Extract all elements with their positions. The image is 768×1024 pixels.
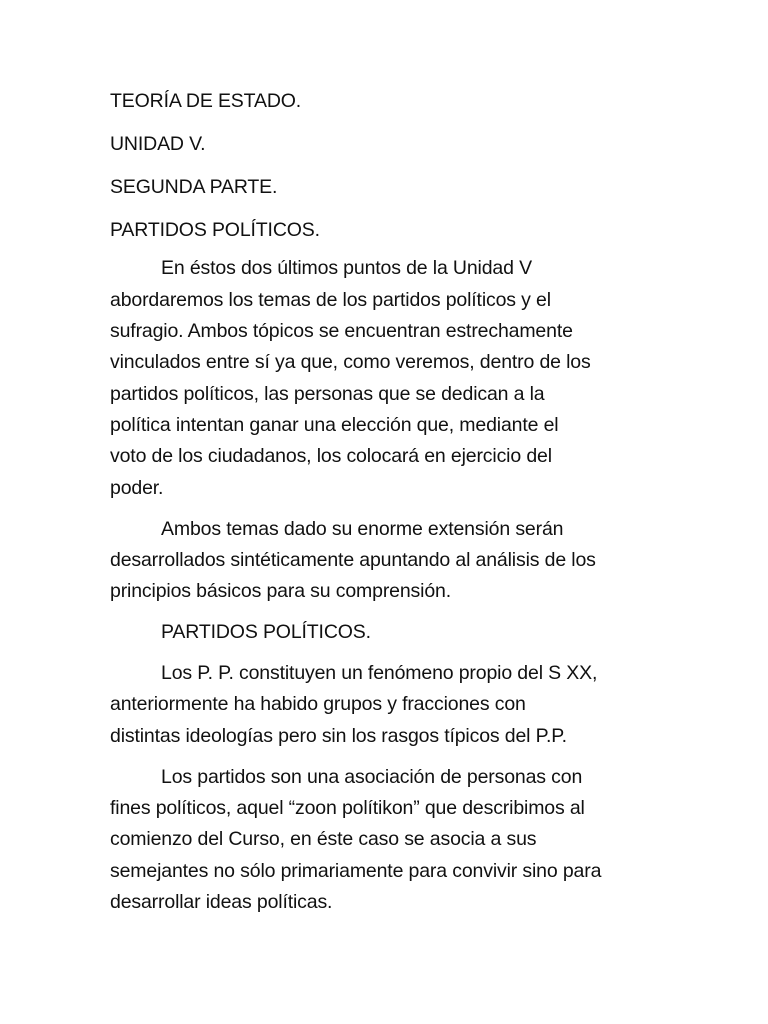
- paragraph-line: vinculados entre sí ya que, como veremos, dentro de los: [110, 351, 591, 374]
- paragraph-line: abordaremos los temas de los partidos políticos y el: [110, 288, 551, 311]
- paragraph-line: principios básicos para su comprensión.: [110, 580, 451, 603]
- part-heading: SEGUNDA PARTE.: [110, 175, 278, 198]
- section-heading-partidos: [110, 617, 658, 648]
- paragraph-line: política intentan ganar una elección que, mediante el: [110, 414, 559, 437]
- paragraph-line: Los P. P. constituyen un fenómeno propio del S XX,: [161, 661, 598, 684]
- paragraph-line: voto de los ciudadanos, los colocará en ejercicio del: [110, 445, 552, 468]
- paragraph-line: Ambos temas dado su enorme extensión serán: [161, 517, 564, 540]
- paragraph-line: poder.: [110, 476, 164, 499]
- paragraph-definition: [110, 762, 658, 919]
- paragraph-line: semejantes no sólo primariamente para convivir sino para: [110, 859, 602, 882]
- paragraph-line: desarrollados sintéticamente apuntando al análisis de los: [110, 549, 596, 572]
- paragraph-line: sufragio. Ambos tópicos se encuentran estrechamente: [110, 319, 573, 342]
- paragraph-origin: [110, 658, 658, 752]
- paragraph-line: En éstos dos últimos puntos de la Unidad V: [161, 257, 532, 280]
- paragraph-line: partidos políticos, las personas que se dedican a la: [110, 382, 545, 405]
- paragraph-line: distintas ideologías pero sin los rasgos típicos del P.P.: [110, 724, 567, 747]
- paragraph-line: comienzo del Curso, en éste caso se asocia a sus: [110, 828, 537, 851]
- paragraph-intro: [110, 253, 658, 504]
- document-body: [110, 86, 658, 928]
- paragraph-line: anteriormente ha habido grupos y fracciones con: [110, 693, 526, 716]
- topic-heading: PARTIDOS POLÍTICOS.: [110, 218, 320, 241]
- document-title: TEORÍA DE ESTADO.: [110, 90, 302, 112]
- unit-heading: UNIDAD V.: [110, 132, 206, 155]
- paragraph-line: fines políticos, aquel “zoon polítikon” que describimos al: [110, 796, 585, 819]
- paragraph-scope: [110, 514, 658, 608]
- paragraph-line: desarrollar ideas políticas.: [110, 891, 333, 914]
- paragraph-line: Los partidos son una asociación de personas con: [161, 765, 583, 788]
- section-heading-line: PARTIDOS POLÍTICOS.: [161, 621, 371, 644]
